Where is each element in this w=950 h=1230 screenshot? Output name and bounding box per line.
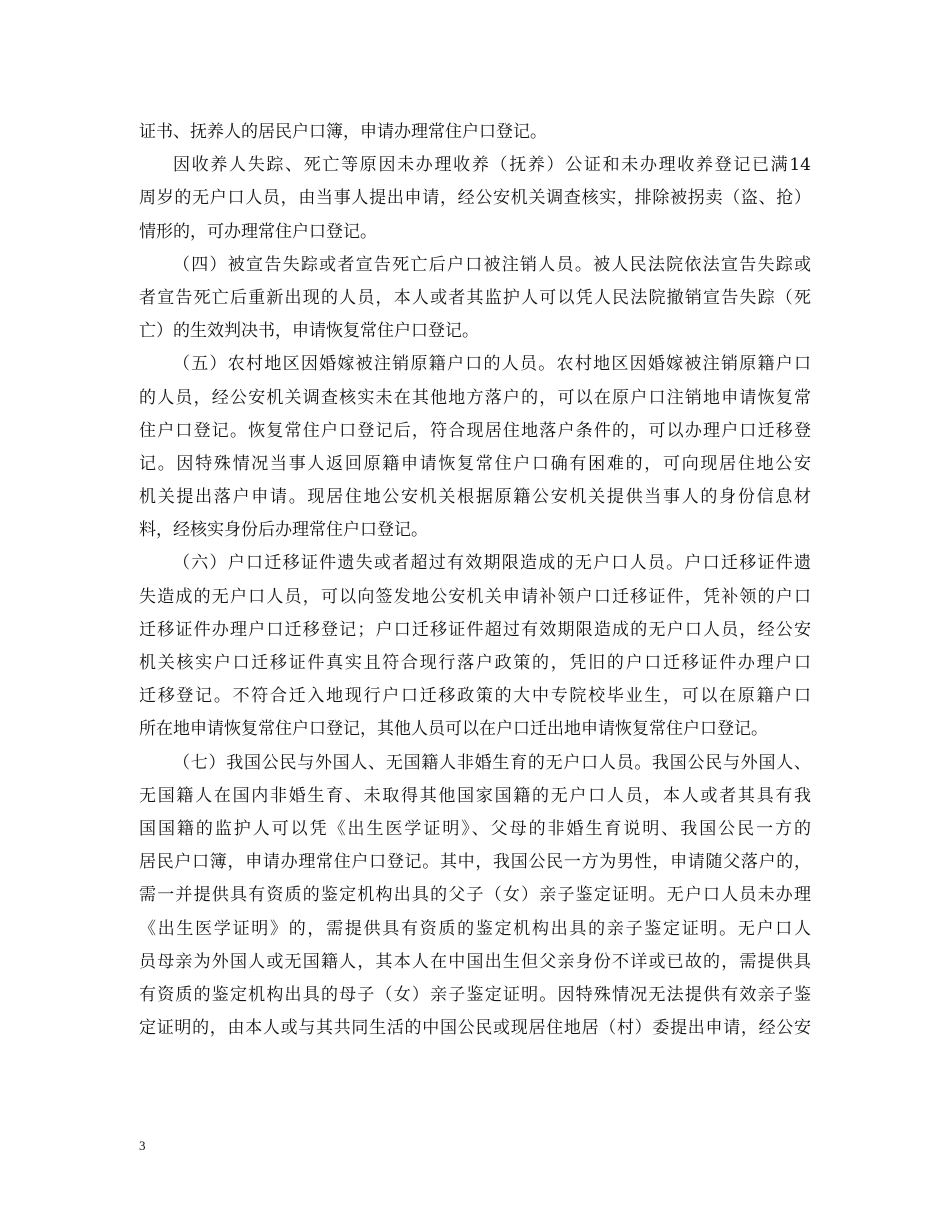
text-line: 住户口登记。恢复常住户口登记后，符合现居住地落户条件的，可以办理户口迁移登 bbox=[139, 420, 811, 441]
text-line: 记。因特殊情况当事人返回原籍申请恢复常住户口确有困难的，可向现居住地公安 bbox=[139, 453, 811, 474]
text-line: 亡）的生效判决书，申请恢复常住户口登记。 bbox=[139, 321, 479, 342]
text-line: 情形的，可办理常住户口登记。 bbox=[139, 221, 377, 242]
text-line: 有资质的鉴定机构出具的母子（女）亲子鉴定证明。因特殊情况无法提供有效亲子鉴 bbox=[139, 984, 811, 1005]
text-line: 者宣告死亡后重新出现的人员，本人或者其监护人可以凭人民法院撤销宣告失踪（死 bbox=[139, 287, 811, 308]
text-line: 机关提出落户申请。现居住地公安机关根据原籍公安机关提供当事人的身份信息材 bbox=[139, 487, 811, 508]
text-line: 的人员，经公安机关调查核实未在其他地方落户的，可以在原户口注销地申请恢复常 bbox=[139, 387, 811, 408]
text-line: 需一并提供具有资质的鉴定机构出具的父子（女）亲子鉴定证明。无户口人员未办理 bbox=[139, 885, 811, 906]
text-line: 周岁的无户口人员，由当事人提出申请，经公安机关调查核实，排除被拐卖（盗、抢） bbox=[139, 188, 811, 209]
text-line: 迁移登记。不符合迁入地现行户口迁移政策的大中专院校毕业生，可以在原籍户口 bbox=[139, 686, 811, 707]
text-line: 《出生医学证明》的，需提供具有资质的鉴定机构出具的亲子鉴定证明。无户口人 bbox=[139, 918, 811, 939]
text-line: 定证明的，由本人或与其共同生活的中国公民或现居住地居（村）委提出申请，经公安 bbox=[139, 1018, 811, 1039]
text-line: 员母亲为外国人或无国籍人，其本人在中国出生但父亲身份不详或已故的，需提供具 bbox=[139, 951, 811, 972]
text-line: （四）被宣告失踪或者宣告死亡后户口被注销人员。被人民法院依法宣告失踪或 bbox=[173, 254, 811, 275]
text-line: 居民户口簿，申请办理常住户口登记。其中，我国公民一方为男性，申请随父落户的， bbox=[139, 852, 811, 873]
text-line: 证书、抚养人的居民户口簿，申请办理常住户口登记。 bbox=[139, 122, 547, 142]
text-line: 机关核实户口迁移证件真实且符合现行落户政策的，凭旧的户口迁移证件办理户口 bbox=[139, 653, 811, 673]
text-line: 料，经核实身份后办理常住户口登记。 bbox=[139, 520, 428, 541]
text-line: 所在地申请恢复常住户口登记，其他人员可以在户口迁出地申请恢复常住户口登记。 bbox=[139, 719, 768, 740]
text-line: 因收养人失踪、死亡等原因未办理收养（抚养）公证和未办理收养登记已满14 bbox=[173, 155, 811, 176]
text-line: （五）农村地区因婚嫁被注销原籍户口的人员。农村地区因婚嫁被注销原籍户口 bbox=[173, 354, 811, 375]
text-line: （六）户口迁移证件遗失或者超过有效期限造成的无户口人员。户口迁移证件遗 bbox=[173, 553, 811, 574]
text-line: 迁移证件办理户口迁移登记；户口迁移证件超过有效期限造成的无户口人员，经公安 bbox=[139, 619, 811, 640]
text-line: 无国籍人在国内非婚生育、未取得其他国家国籍的无户口人员，本人或者其具有我 bbox=[139, 785, 811, 806]
page-number: 3 bbox=[139, 1138, 146, 1153]
document-body bbox=[139, 116, 811, 1045]
text-line: 国国籍的监护人可以凭《出生医学证明》、父母的非婚生育说明、我国公民一方的 bbox=[139, 818, 811, 839]
text-line: 失造成的无户口人员，可以向签发地公安机关申请补领户口迁移证件，凭补领的户口 bbox=[139, 586, 811, 607]
text-line: （七）我国公民与外国人、无国籍人非婚生育的无户口人员。我国公民与外国人、 bbox=[173, 752, 811, 773]
